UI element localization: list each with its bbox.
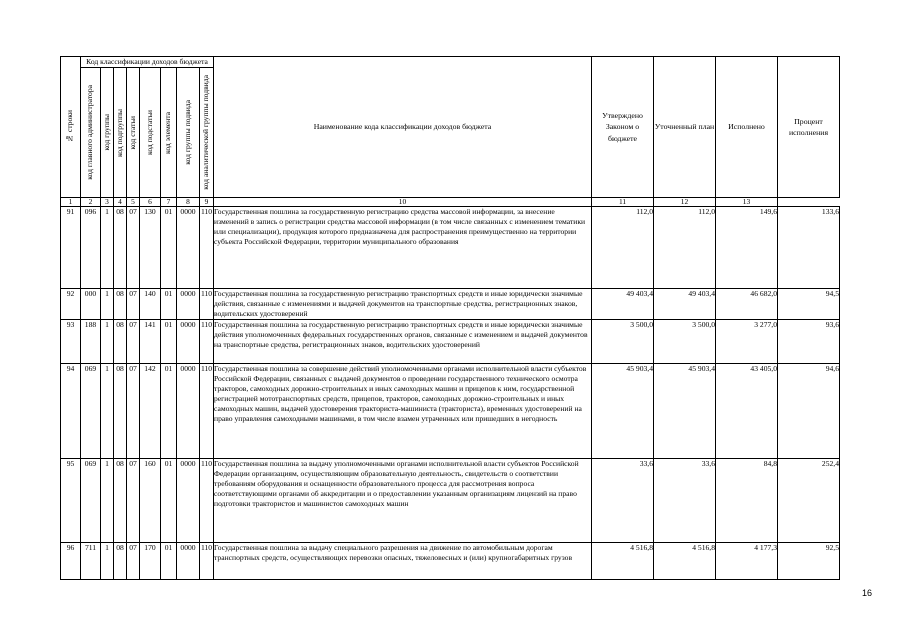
column-number: 1 — [61, 198, 81, 207]
code-element: 01 — [161, 207, 177, 289]
table-row — [61, 459, 840, 543]
revenue-name: Государственная пошлина за выдачу уполномоченными органами исполнительной власти субъектов Российской Федерации организациям, осуществляющим образовательную деятельность, свидетельств о соответствии требованиям оборудования и оснащенности образовательного процесса для рассмотрения вопроса соответствующими органами об аккредитации и о предоставлении указанным организациям лицензий на право подготовки трактористов и машинистов самоходных машин — [214, 459, 592, 543]
header-percent: Процент исполнения — [778, 57, 840, 198]
column-number: 10 — [214, 198, 592, 207]
row-number: 95 — [61, 459, 81, 543]
percent-value: 94,6 — [778, 364, 840, 459]
header-code-admin: код главного администратора — [81, 68, 101, 198]
code-subtype-group: 0000 — [177, 207, 200, 289]
code-subtype-group: 0000 — [177, 543, 200, 580]
code-admin: 069 — [81, 459, 101, 543]
percent-value: 93,6 — [778, 320, 840, 364]
code-group: 1 — [101, 207, 114, 289]
percent-value: 94,5 — [778, 289, 840, 320]
code-subarticle: 140 — [140, 289, 161, 320]
header-name: Наименование кода классификации доходов бюджета — [214, 57, 592, 198]
code-analytic-group: 110 — [200, 320, 214, 364]
code-subtype-group: 0000 — [177, 320, 200, 364]
row-number: 96 — [61, 543, 81, 580]
code-article: 07 — [127, 364, 140, 459]
percent-value: 133,6 — [778, 207, 840, 289]
code-subgroup: 08 — [114, 459, 127, 543]
refined-value: 4 516,8 — [654, 543, 716, 580]
header-code-element: код элемента — [161, 68, 177, 198]
column-number: 4 — [114, 198, 127, 207]
column-number: 8 — [177, 198, 200, 207]
table-row — [61, 207, 840, 289]
code-subarticle: 142 — [140, 364, 161, 459]
code-article: 07 — [127, 459, 140, 543]
column-number: 12 — [654, 198, 716, 207]
table-row — [61, 320, 840, 364]
code-admin: 096 — [81, 207, 101, 289]
code-subgroup: 08 — [114, 320, 127, 364]
code-subarticle: 160 — [140, 459, 161, 543]
column-number: 5 — [127, 198, 140, 207]
code-analytic-group: 110 — [200, 289, 214, 320]
column-number: 9 — [200, 198, 214, 207]
header-approved: Утверждено Законом о бюджете — [592, 57, 654, 198]
executed-value: 149,6 — [716, 207, 778, 289]
row-number: 91 — [61, 207, 81, 289]
code-subgroup: 08 — [114, 289, 127, 320]
header-code-article: код статьи — [127, 68, 140, 198]
code-analytic-group: 110 — [200, 207, 214, 289]
code-group: 1 — [101, 543, 114, 580]
code-element: 01 — [161, 289, 177, 320]
row-number: 92 — [61, 289, 81, 320]
code-analytic-group: 110 — [200, 459, 214, 543]
refined-value: 45 903,4 — [654, 364, 716, 459]
revenue-name: Государственная пошлина за государственную регистрацию транспортных средств и иные юридически значимые действия, связанные с изменениями и выдачей документов на транспортные средства, регистрационных знаков, водительских удостоверений — [214, 289, 592, 320]
code-analytic-group: 110 — [200, 364, 214, 459]
revenue-name: Государственная пошлина за государственную регистрацию транспортных средств и иные юридически значимые действия уполномоченных федеральных государственных органов, связанные с изменением и выдачей документов на транспортные средства, регистрационных знаков, водительских удостоверений — [214, 320, 592, 364]
executed-value: 3 277,0 — [716, 320, 778, 364]
approved-value: 33,6 — [592, 459, 654, 543]
code-article: 07 — [127, 320, 140, 364]
header-refined: Уточненный план — [654, 57, 716, 198]
header-code-group: код группы — [101, 68, 114, 198]
header-classification-group: Код классификации доходов бюджета — [81, 57, 214, 68]
column-number: 13 — [716, 198, 778, 207]
code-admin: 711 — [81, 543, 101, 580]
refined-value: 112,0 — [654, 207, 716, 289]
code-element: 01 — [161, 543, 177, 580]
row-number: 93 — [61, 320, 81, 364]
column-number: 7 — [161, 198, 177, 207]
code-subgroup: 08 — [114, 543, 127, 580]
header-code-subarticle: код подстатьи — [140, 68, 161, 198]
executed-value: 43 405,0 — [716, 364, 778, 459]
code-element: 01 — [161, 459, 177, 543]
header-row-number: № строки — [61, 57, 81, 198]
code-subarticle: 130 — [140, 207, 161, 289]
percent-value: 92,5 — [778, 543, 840, 580]
header-code-subgroup: код подгруппы — [114, 68, 127, 198]
revenue-name: Государственная пошлина за совершение действий уполномоченными органами исполнительной власти субъектов Российской Федерации, связанных с выдачей документов о проведении государственного технического осмотра тракторов, самоходных дорожно-строительных и иных самоходных машин и прицепов к ним, государственной регистрацией мототранспортных средств, прицепов, тракторов, самоходных дорожно-строительных и иных самоходных машин, выдачей удостоверения тракториста-машиниста (тракториста), временных удостоверений на право управления самоходными машинами, в том числе взамен утраченных или пришедших в негодность — [214, 364, 592, 459]
approved-value: 49 403,4 — [592, 289, 654, 320]
code-group: 1 — [101, 289, 114, 320]
executed-value: 4 177,3 — [716, 543, 778, 580]
approved-value: 3 500,0 — [592, 320, 654, 364]
approved-value: 4 516,8 — [592, 543, 654, 580]
executed-value: 84,8 — [716, 459, 778, 543]
refined-value: 3 500,0 — [654, 320, 716, 364]
column-number: 11 — [592, 198, 654, 207]
column-number-row — [61, 198, 840, 207]
code-element: 01 — [161, 364, 177, 459]
code-element: 01 — [161, 320, 177, 364]
budget-revenue-table — [60, 56, 840, 580]
percent-value: 252,4 — [778, 459, 840, 543]
code-subgroup: 08 — [114, 207, 127, 289]
column-number: 3 — [101, 198, 114, 207]
table-row — [61, 289, 840, 320]
column-number: 2 — [81, 198, 101, 207]
column-number: 6 — [140, 198, 161, 207]
code-subgroup: 08 — [114, 364, 127, 459]
code-group: 1 — [101, 320, 114, 364]
executed-value: 46 682,0 — [716, 289, 778, 320]
revenue-name: Государственная пошлина за выдачу специального разрешения на движение по автомобильным дорогам транспортных средств, осуществляющих перевозки опасных, тяжеловесных и (или) крупногабаритных грузов — [214, 543, 592, 580]
page-number: 16 — [862, 588, 873, 598]
code-group: 1 — [101, 459, 114, 543]
row-number: 94 — [61, 364, 81, 459]
code-subtype-group: 0000 — [177, 364, 200, 459]
revenue-name: Государственная пошлина за государственную регистрацию средства массовой информации, за внесение изменений в запись о регистрации средства массовой информации (в том числе связанных с изменением тематики или специализации), продукция которого предназначена для распространения преимущественно на территории субъекта Российской Федерации, территории муниципального образования — [214, 207, 592, 289]
code-article: 07 — [127, 289, 140, 320]
code-article: 07 — [127, 207, 140, 289]
header-code-analytic-group: код аналитической группы подвида — [200, 68, 214, 198]
code-subtype-group: 0000 — [177, 459, 200, 543]
approved-value: 45 903,4 — [592, 364, 654, 459]
code-subarticle: 141 — [140, 320, 161, 364]
code-article: 07 — [127, 543, 140, 580]
code-analytic-group: 110 — [200, 543, 214, 580]
header-code-subtype-group: код группы подвида — [177, 68, 200, 198]
code-admin: 069 — [81, 364, 101, 459]
refined-value: 33,6 — [654, 459, 716, 543]
code-admin: 000 — [81, 289, 101, 320]
code-subarticle: 170 — [140, 543, 161, 580]
table-row — [61, 543, 840, 580]
header-executed: Исполнено — [716, 57, 778, 198]
approved-value: 112,0 — [592, 207, 654, 289]
code-admin: 188 — [81, 320, 101, 364]
code-group: 1 — [101, 364, 114, 459]
table-row — [61, 364, 840, 459]
code-subtype-group: 0000 — [177, 289, 200, 320]
refined-value: 49 403,4 — [654, 289, 716, 320]
